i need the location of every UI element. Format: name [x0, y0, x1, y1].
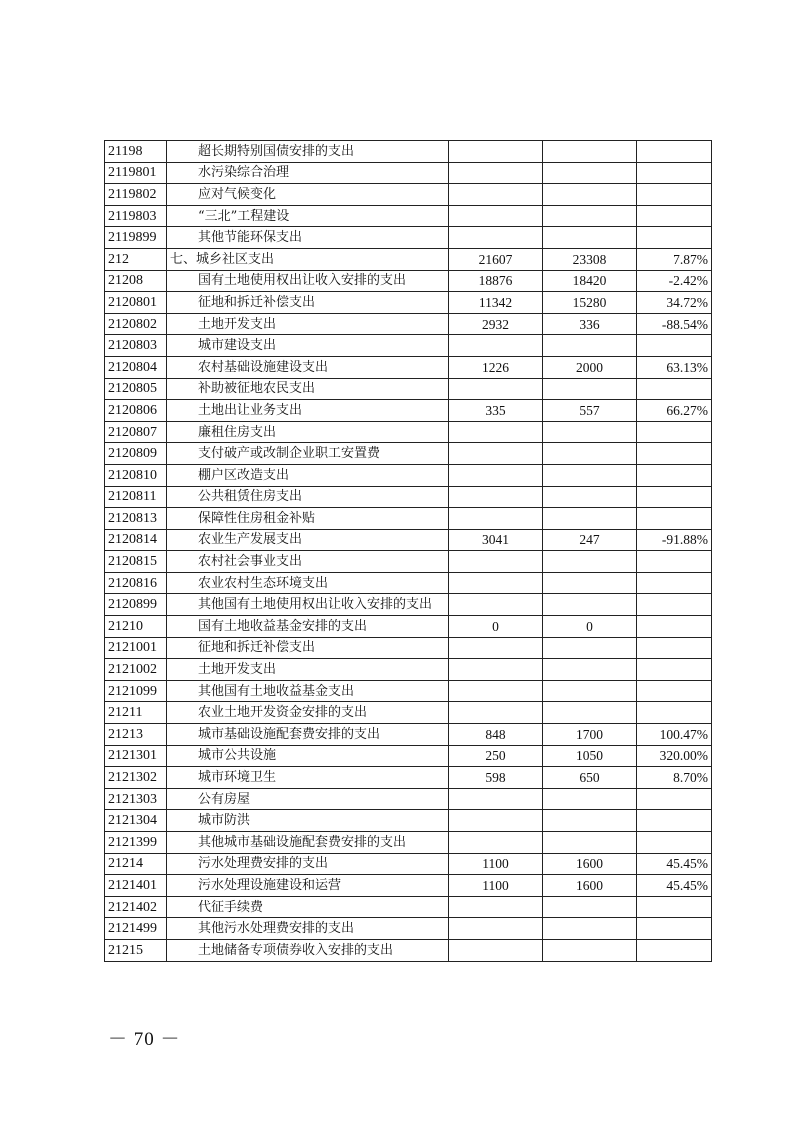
row-value-v1-cell [449, 162, 543, 184]
table-row [105, 378, 712, 400]
row-value-v2-cell [543, 443, 637, 465]
row-value-v2-cell [543, 572, 637, 594]
table-row [105, 875, 712, 897]
row-name-text: 其他国有土地使用权出让收入安排的支出 [198, 597, 433, 613]
row-name-text: 其他城市基础设施配套费安排的支出 [198, 834, 407, 850]
table-row [105, 551, 712, 573]
row-code-cell: 2119899 [105, 227, 167, 249]
table-row [105, 508, 712, 530]
row-code-cell: 21215 [105, 939, 167, 961]
row-value-v1-cell: 1226 [449, 356, 543, 378]
row-code-cell: 2120816 [105, 572, 167, 594]
row-code-cell: 2120811 [105, 486, 167, 508]
row-code-cell: 2120814 [105, 529, 167, 551]
row-name-cell [167, 659, 449, 681]
row-code-cell: 2120810 [105, 464, 167, 486]
row-name-cell [167, 832, 449, 854]
row-change-cell: -91.88% [637, 529, 712, 551]
row-name-text: 超长期特别国债安排的支出 [198, 143, 355, 159]
row-code-cell: 2120804 [105, 356, 167, 378]
row-name-text: 土地出让业务支出 [198, 402, 303, 418]
row-change-cell: -88.54% [637, 313, 712, 335]
row-value-v1-cell [449, 680, 543, 702]
table-row [105, 616, 712, 638]
row-change-cell [637, 443, 712, 465]
row-name-text: 征地和拆迁补偿支出 [198, 294, 316, 310]
row-name-cell [167, 529, 449, 551]
row-code-cell: 2120815 [105, 551, 167, 573]
row-name-text: “三北”工程建设 [198, 208, 290, 224]
row-change-cell [637, 572, 712, 594]
row-name-text: 补助被征地农民支出 [198, 381, 316, 397]
row-change-cell [637, 486, 712, 508]
table-row [105, 400, 712, 422]
row-name-text: 城市环境卫生 [198, 770, 277, 786]
row-value-v2-cell: 557 [543, 400, 637, 422]
row-value-v1-cell: 21607 [449, 248, 543, 270]
row-name-text: 农业土地开发资金安排的支出 [198, 705, 368, 721]
table-row [105, 248, 712, 270]
row-value-v1-cell [449, 205, 543, 227]
row-value-v2-cell [543, 335, 637, 357]
row-name-cell [167, 680, 449, 702]
row-name-text: 水污染综合治理 [198, 165, 290, 181]
table-row [105, 896, 712, 918]
row-name-text: 污水处理费安排的支出 [198, 856, 329, 872]
row-code-cell: 2121399 [105, 832, 167, 854]
row-change-cell: 320.00% [637, 745, 712, 767]
row-value-v2-cell: 1050 [543, 745, 637, 767]
row-value-v1-cell [449, 551, 543, 573]
row-code-cell: 2121001 [105, 637, 167, 659]
row-value-v2-cell: 1700 [543, 724, 637, 746]
row-name-cell [167, 270, 449, 292]
row-name-cell [167, 724, 449, 746]
row-value-v1-cell [449, 702, 543, 724]
row-code-cell: 2119801 [105, 162, 167, 184]
row-name-cell [167, 810, 449, 832]
table-row [105, 659, 712, 681]
row-name-text: 土地开发支出 [198, 316, 277, 332]
row-name-cell [167, 421, 449, 443]
row-name-text: 廉租住房支出 [198, 424, 277, 440]
row-value-v1-cell [449, 227, 543, 249]
row-code-cell: 2120803 [105, 335, 167, 357]
row-name-text: 保障性住房租金补贴 [198, 510, 316, 526]
row-code-cell: 2121304 [105, 810, 167, 832]
table-row [105, 356, 712, 378]
budget-table [104, 140, 712, 962]
row-value-v2-cell [543, 788, 637, 810]
page-number: － 70 － [108, 1029, 181, 1050]
table-row [105, 594, 712, 616]
row-name-cell [167, 896, 449, 918]
row-name-text: 其他国有土地收益基金支出 [198, 683, 355, 699]
row-change-cell: 45.45% [637, 853, 712, 875]
row-name-cell [167, 162, 449, 184]
row-name-text: 污水处理设施建设和运营 [198, 877, 342, 893]
table-row [105, 529, 712, 551]
row-name-cell [167, 875, 449, 897]
row-value-v2-cell [543, 637, 637, 659]
row-value-v1-cell [449, 141, 543, 163]
row-name-text: 支付破产或改制企业职工安置费 [198, 446, 381, 462]
row-name-text: 公共租赁住房支出 [198, 489, 303, 505]
table-row [105, 810, 712, 832]
table-row [105, 184, 712, 206]
row-code-cell: 2120805 [105, 378, 167, 400]
row-value-v1-cell [449, 508, 543, 530]
row-name-cell [167, 745, 449, 767]
row-name-cell [167, 227, 449, 249]
row-value-v2-cell [543, 918, 637, 940]
row-value-v1-cell [449, 659, 543, 681]
row-change-cell [637, 680, 712, 702]
row-name-text: 七、城乡社区支出 [170, 251, 275, 267]
row-name-cell [167, 594, 449, 616]
row-name-cell [167, 141, 449, 163]
row-change-cell [637, 464, 712, 486]
row-value-v2-cell [543, 162, 637, 184]
row-name-text: 征地和拆迁补偿支出 [198, 640, 316, 656]
row-name-text: 国有土地使用权出让收入安排的支出 [198, 273, 407, 289]
row-code-cell: 21211 [105, 702, 167, 724]
row-code-cell: 21208 [105, 270, 167, 292]
row-change-cell [637, 421, 712, 443]
row-code-cell: 21213 [105, 724, 167, 746]
row-value-v1-cell [449, 572, 543, 594]
row-name-text: 土地储备专项债券收入安排的支出 [198, 942, 394, 958]
row-value-v1-cell: 1100 [449, 875, 543, 897]
row-value-v2-cell: 15280 [543, 292, 637, 314]
table-row [105, 788, 712, 810]
table-row [105, 939, 712, 961]
row-value-v2-cell: 650 [543, 767, 637, 789]
row-name-cell [167, 572, 449, 594]
table-row [105, 680, 712, 702]
row-code-cell: 2121002 [105, 659, 167, 681]
row-change-cell: 63.13% [637, 356, 712, 378]
row-value-v2-cell: 336 [543, 313, 637, 335]
row-value-v1-cell: 250 [449, 745, 543, 767]
row-name-cell [167, 551, 449, 573]
row-change-cell [637, 616, 712, 638]
row-code-cell: 2120802 [105, 313, 167, 335]
row-code-cell: 21198 [105, 141, 167, 163]
row-name-cell [167, 248, 449, 270]
row-value-v2-cell [543, 378, 637, 400]
row-name-text: 棚户区改造支出 [198, 467, 290, 483]
row-change-cell: 34.72% [637, 292, 712, 314]
row-value-v1-cell: 18876 [449, 270, 543, 292]
row-code-cell: 2120899 [105, 594, 167, 616]
row-change-cell [637, 896, 712, 918]
row-code-cell: 2120807 [105, 421, 167, 443]
row-value-v1-cell [449, 421, 543, 443]
row-name-cell [167, 939, 449, 961]
row-value-v2-cell [543, 680, 637, 702]
table-row [105, 767, 712, 789]
row-value-v2-cell [543, 551, 637, 573]
row-value-v2-cell [543, 464, 637, 486]
row-code-cell: 2120801 [105, 292, 167, 314]
row-value-v2-cell [543, 421, 637, 443]
row-name-text: 公有房屋 [198, 791, 251, 807]
row-name-text: 土地开发支出 [198, 662, 277, 678]
row-code-cell: 212 [105, 248, 167, 270]
table-row [105, 313, 712, 335]
row-value-v1-cell [449, 918, 543, 940]
row-name-text: 农业农村生态环境支出 [198, 575, 329, 591]
table-row [105, 853, 712, 875]
table-row [105, 572, 712, 594]
row-value-v1-cell [449, 335, 543, 357]
row-change-cell [637, 659, 712, 681]
row-value-v2-cell [543, 810, 637, 832]
row-change-cell [637, 551, 712, 573]
table-row [105, 162, 712, 184]
row-value-v1-cell [449, 832, 543, 854]
table-row [105, 464, 712, 486]
row-value-v1-cell [449, 788, 543, 810]
row-value-v2-cell: 1600 [543, 853, 637, 875]
row-value-v2-cell [543, 896, 637, 918]
row-value-v1-cell [449, 486, 543, 508]
row-name-text: 其他节能环保支出 [198, 230, 303, 246]
row-code-cell: 2121301 [105, 745, 167, 767]
row-change-cell: 8.70% [637, 767, 712, 789]
row-code-cell: 2120813 [105, 508, 167, 530]
row-value-v1-cell [449, 443, 543, 465]
row-value-v1-cell: 2932 [449, 313, 543, 335]
row-name-cell [167, 378, 449, 400]
row-name-cell [167, 637, 449, 659]
row-code-cell: 2119802 [105, 184, 167, 206]
row-code-cell: 21210 [105, 616, 167, 638]
row-value-v2-cell [543, 205, 637, 227]
row-value-v1-cell: 1100 [449, 853, 543, 875]
row-value-v2-cell [543, 184, 637, 206]
row-code-cell: 2121402 [105, 896, 167, 918]
row-value-v2-cell: 0 [543, 616, 637, 638]
row-name-text: 城市公共设施 [198, 748, 277, 764]
row-change-cell [637, 205, 712, 227]
row-name-cell [167, 400, 449, 422]
row-change-cell [637, 162, 712, 184]
table-row [105, 270, 712, 292]
row-name-cell [167, 292, 449, 314]
row-name-text: 代征手续费 [198, 899, 264, 915]
row-name-cell [167, 918, 449, 940]
row-code-cell: 2121303 [105, 788, 167, 810]
row-name-cell [167, 853, 449, 875]
row-name-cell [167, 464, 449, 486]
row-name-text: 应对气候变化 [198, 186, 277, 202]
table-row [105, 745, 712, 767]
row-change-cell: -2.42% [637, 270, 712, 292]
row-change-cell [637, 508, 712, 530]
table-row [105, 486, 712, 508]
row-name-text: 其他污水处理费安排的支出 [198, 921, 355, 937]
row-change-cell [637, 184, 712, 206]
row-value-v2-cell: 2000 [543, 356, 637, 378]
row-code-cell: 2120809 [105, 443, 167, 465]
row-name-cell [167, 616, 449, 638]
row-change-cell [637, 810, 712, 832]
row-name-cell [167, 205, 449, 227]
row-change-cell: 7.87% [637, 248, 712, 270]
table-row [105, 637, 712, 659]
row-value-v1-cell [449, 637, 543, 659]
table-row [105, 724, 712, 746]
row-name-cell [167, 313, 449, 335]
row-name-text: 城市基础设施配套费安排的支出 [198, 726, 381, 742]
row-change-cell [637, 939, 712, 961]
row-change-cell: 100.47% [637, 724, 712, 746]
row-change-cell: 45.45% [637, 875, 712, 897]
row-change-cell: 66.27% [637, 400, 712, 422]
row-value-v2-cell: 18420 [543, 270, 637, 292]
row-value-v1-cell: 0 [449, 616, 543, 638]
row-value-v2-cell: 1600 [543, 875, 637, 897]
row-name-text: 国有土地收益基金安排的支出 [198, 618, 368, 634]
row-change-cell [637, 141, 712, 163]
row-value-v2-cell [543, 227, 637, 249]
row-name-cell [167, 486, 449, 508]
row-value-v2-cell [543, 702, 637, 724]
table-row [105, 832, 712, 854]
table-body [105, 141, 712, 962]
row-value-v1-cell [449, 896, 543, 918]
row-change-cell [637, 788, 712, 810]
row-value-v2-cell [543, 939, 637, 961]
table-row [105, 702, 712, 724]
row-name-cell [167, 702, 449, 724]
row-value-v1-cell [449, 810, 543, 832]
row-change-cell [637, 918, 712, 940]
row-code-cell: 2121302 [105, 767, 167, 789]
table-row [105, 141, 712, 163]
row-name-cell [167, 356, 449, 378]
row-name-cell [167, 767, 449, 789]
row-code-cell: 2121099 [105, 680, 167, 702]
row-code-cell: 2121499 [105, 918, 167, 940]
row-value-v2-cell: 23308 [543, 248, 637, 270]
table-row [105, 205, 712, 227]
row-value-v2-cell [543, 594, 637, 616]
row-value-v1-cell [449, 594, 543, 616]
row-change-cell [637, 335, 712, 357]
row-value-v1-cell: 598 [449, 767, 543, 789]
row-value-v1-cell [449, 378, 543, 400]
row-change-cell [637, 594, 712, 616]
row-change-cell [637, 378, 712, 400]
table-row [105, 421, 712, 443]
row-name-text: 城市防洪 [198, 813, 251, 829]
row-change-cell [637, 702, 712, 724]
row-value-v2-cell [543, 141, 637, 163]
row-code-cell: 2120806 [105, 400, 167, 422]
table-row [105, 443, 712, 465]
row-value-v2-cell [543, 486, 637, 508]
table-row [105, 227, 712, 249]
row-code-cell: 2119803 [105, 205, 167, 227]
row-name-cell [167, 335, 449, 357]
row-value-v2-cell: 247 [543, 529, 637, 551]
row-code-cell: 2121401 [105, 875, 167, 897]
table-row [105, 335, 712, 357]
row-name-cell [167, 443, 449, 465]
row-code-cell: 21214 [105, 853, 167, 875]
row-name-text: 城市建设支出 [198, 338, 277, 354]
row-value-v1-cell [449, 184, 543, 206]
row-change-cell [637, 227, 712, 249]
row-value-v1-cell: 335 [449, 400, 543, 422]
row-name-cell [167, 184, 449, 206]
table-row [105, 918, 712, 940]
row-value-v1-cell: 3041 [449, 529, 543, 551]
table-row [105, 292, 712, 314]
row-value-v2-cell [543, 508, 637, 530]
row-name-text: 农村社会事业支出 [198, 554, 303, 570]
row-value-v1-cell [449, 464, 543, 486]
row-name-text: 农业生产发展支出 [198, 532, 303, 548]
row-value-v2-cell [543, 832, 637, 854]
row-value-v1-cell [449, 939, 543, 961]
row-name-cell [167, 788, 449, 810]
row-change-cell [637, 637, 712, 659]
row-name-text: 农村基础设施建设支出 [198, 359, 329, 375]
row-value-v1-cell: 11342 [449, 292, 543, 314]
row-value-v2-cell [543, 659, 637, 681]
row-name-cell [167, 508, 449, 530]
row-change-cell [637, 832, 712, 854]
row-value-v1-cell: 848 [449, 724, 543, 746]
